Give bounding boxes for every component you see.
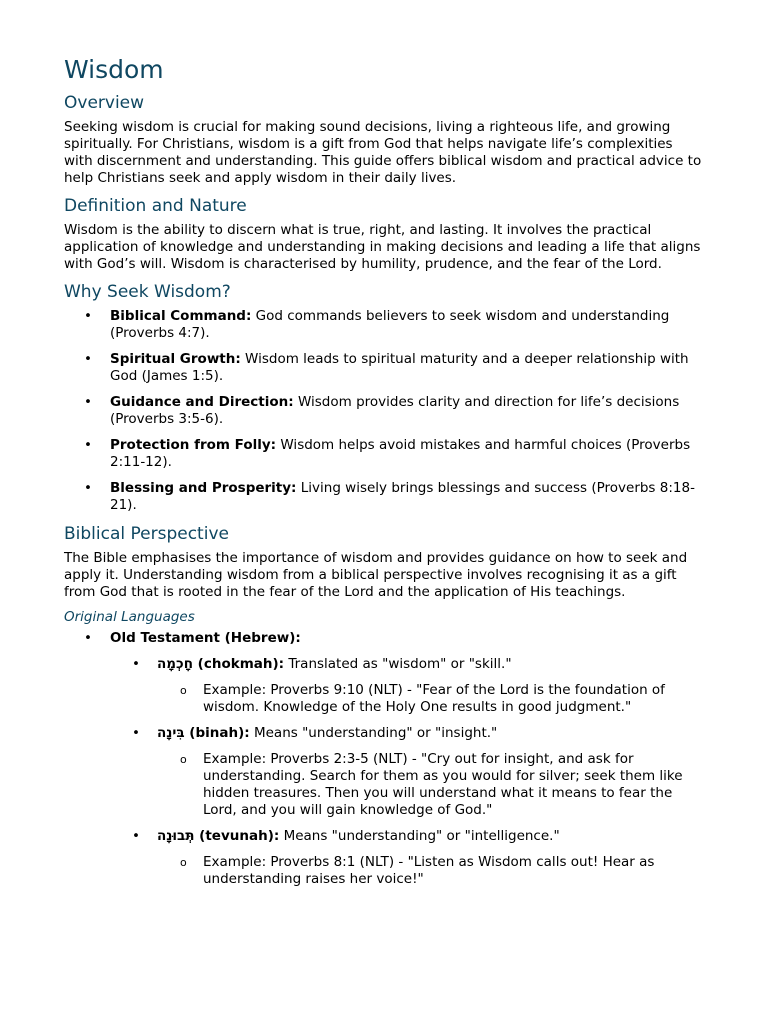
list-item — [64, 656, 704, 716]
item-label: Biblical Command: — [110, 308, 252, 324]
list-item — [64, 630, 704, 888]
hebrew-terms-list — [64, 656, 704, 888]
bullet-marker: • — [84, 437, 92, 453]
why-seek-list — [64, 308, 704, 514]
example-list — [64, 854, 704, 888]
example-text: Example: Proverbs 9:10 (NLT) - "Fear of the Lord is the foundation of wisdom. Knowledge of the Holy One results in good judgment." — [203, 682, 665, 715]
item-text: Wisdom helps avoid mistakes and harmful choices (Proverbs 2:11-12). — [110, 437, 691, 470]
example-text: Example: Proverbs 2:3-5 (NLT) - "Cry out for insight, and ask for understanding. Search for them as you would for silver; seek them like hidden treasures. Then you will understand what it means to fear the Lord, and you will gain knowledge of God." — [203, 751, 683, 818]
item-label: Guidance and Direction: — [110, 394, 294, 410]
list-item — [64, 394, 704, 428]
item-text: God commands believers to seek wisdom and understanding (Proverbs 4:7). — [110, 308, 670, 341]
bullet-marker: • — [132, 828, 140, 844]
list-item — [64, 725, 704, 819]
old-testament-row — [64, 630, 704, 647]
list-item — [64, 480, 704, 514]
bullet-marker: • — [84, 480, 92, 496]
list-item — [64, 682, 704, 716]
term-meaning: Translated as "wisdom" or "skill." — [284, 656, 512, 672]
overview-text: Seeking wisdom is crucial for making sound decisions, living a righteous life, and growing spiritually. For Christians, wisdom is a gift from God that helps navigate life’s complexities with discernment and understanding. This guide offers biblical wisdom and practical advice to help Christians seek and apply wisdom in their daily lives. — [64, 119, 702, 186]
list-item — [64, 854, 704, 888]
definition-text: Wisdom is the ability to discern what is true, right, and lasting. It involves the practical application of knowledge and understanding in making decisions and leading a life that aligns with God’s will. Wisdom is characterised by humility, prudence, and the fear of the Lord. — [64, 222, 701, 272]
bullet-marker: • — [84, 394, 92, 410]
biblical-perspective-text: The Bible emphasises the importance of wisdom and provides guidance on how to seek and apply it. Understanding wisdom from a biblical perspective involves recognising it as a gift from God that is rooted in the fear of the Lord and the application of His teachings. — [64, 550, 688, 600]
old-testament-label: Old Testament (Hebrew): — [110, 630, 301, 646]
sub-bullet-marker: o — [180, 753, 187, 766]
bullet-marker: • — [84, 630, 92, 646]
original-languages-list — [64, 630, 704, 888]
list-item — [64, 437, 704, 471]
bullet-marker: • — [84, 308, 92, 324]
list-item — [64, 828, 704, 888]
term-row — [64, 656, 704, 673]
example-list — [64, 751, 704, 819]
term-row — [64, 828, 704, 845]
definition-heading: Definition and Nature — [64, 196, 247, 216]
item-text: Living wisely brings blessings and success (Proverbs 8:18-21). — [110, 480, 695, 513]
item-text: Wisdom provides clarity and direction for life’s decisions (Proverbs 3:5-6). — [110, 394, 680, 427]
sub-bullet-marker: o — [180, 856, 187, 869]
term-row — [64, 725, 704, 742]
bullet-marker: • — [132, 725, 140, 741]
term-meaning: Means "understanding" or "intelligence." — [279, 828, 560, 844]
why-seek-heading: Why Seek Wisdom? — [64, 282, 231, 302]
original-languages-heading: Original Languages — [64, 609, 195, 625]
item-text: Wisdom leads to spiritual maturity and a deeper relationship with God (James 1:5). — [110, 351, 689, 384]
sub-bullet-marker: o — [180, 684, 187, 697]
term-label: בִּינָה (binah): — [157, 725, 250, 741]
item-label: Blessing and Prosperity: — [110, 480, 297, 496]
example-list — [64, 682, 704, 716]
bullet-marker: • — [132, 656, 140, 672]
biblical-perspective-heading: Biblical Perspective — [64, 524, 229, 544]
document-title: Wisdom — [64, 55, 164, 84]
example-text: Example: Proverbs 8:1 (NLT) - "Listen as Wisdom calls out! Hear as understanding raises her voice!" — [203, 854, 655, 887]
list-item — [64, 351, 704, 385]
item-label: Protection from Folly: — [110, 437, 277, 453]
term-meaning: Means "understanding" or "insight." — [249, 725, 498, 741]
bullet-marker: • — [84, 351, 92, 367]
term-label: חָכְמָה (chokmah): — [157, 656, 285, 672]
overview-heading: Overview — [64, 93, 145, 113]
item-label: Spiritual Growth: — [110, 351, 241, 367]
list-item — [64, 308, 704, 342]
list-item — [64, 751, 704, 819]
term-label: תְּבוּנָה (tevunah): — [157, 828, 280, 844]
